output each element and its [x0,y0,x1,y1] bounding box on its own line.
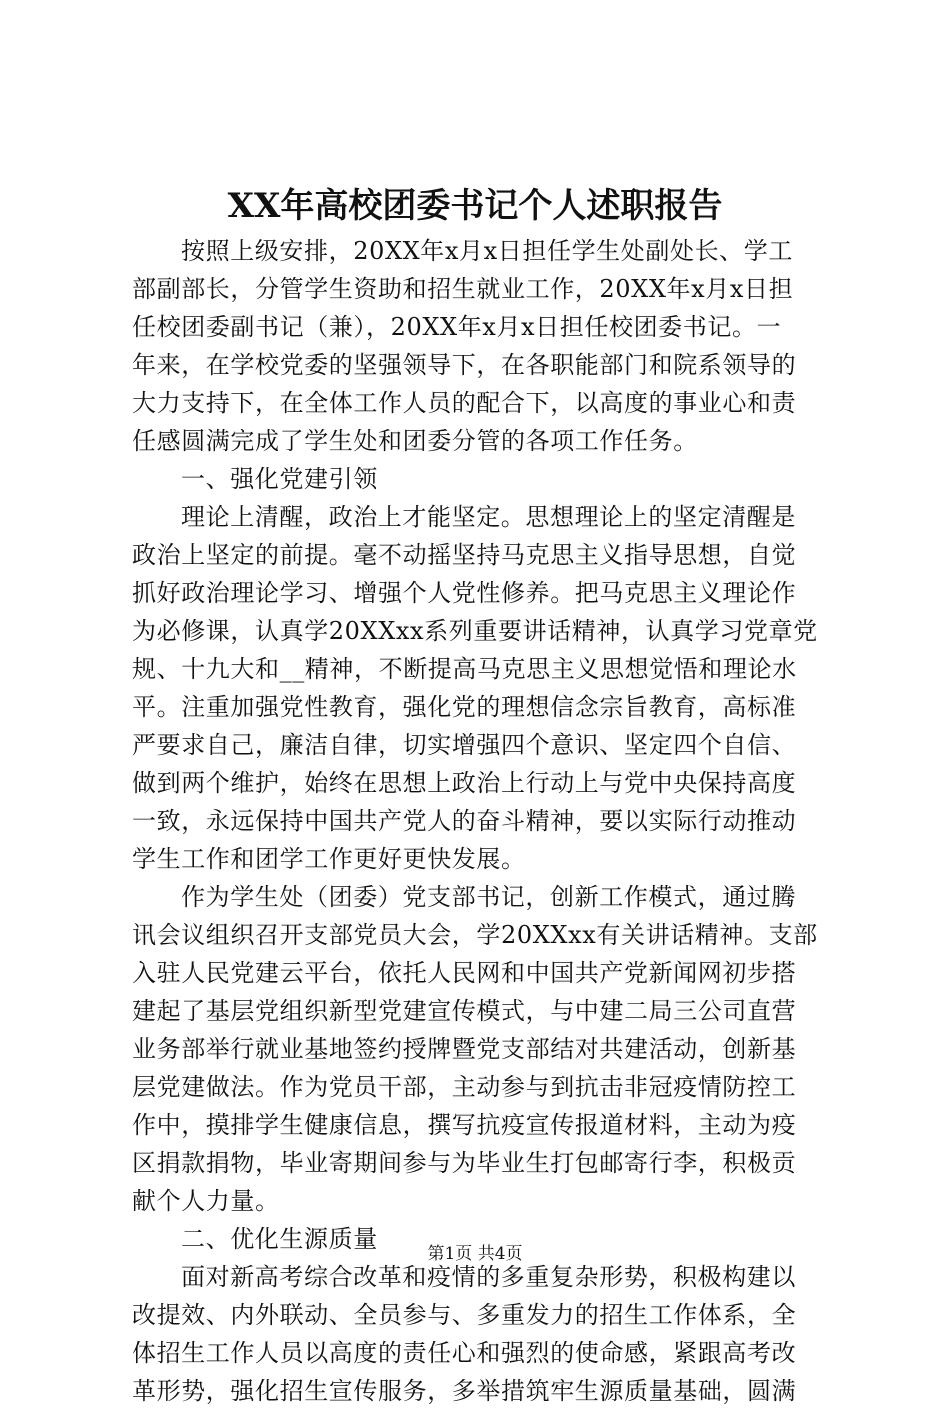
paragraph-line: 做到两个维护，始终在思想上政治上行动上与党中央保持高度 [132,769,797,797]
paragraph-line: 部副部长，分管学生资助和招生就业工作，20XX年x月x日担 [132,275,794,303]
paragraph-line: 大力支持下，在全体工作人员的配合下，以高度的事业心和责 [132,389,797,417]
section-heading: 二、优化生源质量 [181,1225,378,1253]
paragraph-line: 规、十九大和__精神，不断提高马克思主义思想觉悟和理论水 [132,655,797,683]
paragraph-line: 按照上级安排，20XX年x月x日担任学生处副处长、学工 [181,237,793,265]
document-body [132,232,832,1410]
paragraph-line: 建起了基层党组织新型党建宣传模式，与中建二局三公司直营 [132,997,797,1025]
paragraph-line: 业务部举行就业基地签约授牌暨党支部结对共建活动，创新基 [132,1035,797,1063]
paragraph-line: 革形势，强化招生宣传服务，多举措筑牢生源质量基础，圆满 [132,1377,797,1405]
paragraph-line: 平。注重加强党性教育，强化党的理想信念宗旨教育，高标准 [132,693,797,721]
paragraph-line: 作中，摸排学生健康信息，撰写抗疫宣传报道材料，主动为疫 [132,1111,797,1139]
paragraph-line: 入驻人民党建云平台，依托人民网和中国共产党新闻网初步搭 [132,959,797,987]
paragraph-line: 任校团委副书记（兼），20XX年x月x日担任校团委书记。一 [132,313,782,341]
paragraph-line: 改提效、内外联动、全员参与、多重发力的招生工作体系，全 [132,1301,797,1329]
paragraph-line: 讯会议组织召开支部党员大会，学20XXxx有关讲话精神。支部 [132,921,818,949]
paragraph-line: 一致，永远保持中国共产党人的奋斗精神，要以实际行动推动 [132,807,797,835]
paragraph-line: 献个人力量。 [132,1187,280,1215]
paragraph-line: 学生工作和团学工作更好更快发展。 [132,845,526,873]
paragraph-line: 任感圆满完成了学生处和团委分管的各项工作任务。 [132,427,698,455]
paragraph-line: 作为学生处（团委）党支部书记，创新工作模式，通过腾 [181,883,796,911]
paragraph-line: 理论上清醒，政治上才能坚定。思想理论上的坚定清醒是 [181,503,796,531]
paragraph-line: 严要求自己，廉洁自律，切实增强四个意识、坚定四个自信、 [132,731,797,759]
paragraph-line: 区捐款捐物，毕业寄期间参与为毕业生打包邮寄行李，积极贡 [132,1149,797,1177]
paragraph-line: 年来，在学校党委的坚强领导下，在各职能部门和院系领导的 [132,351,797,379]
paragraph-line: 面对新高考综合改革和疫情的多重复杂形势，积极构建以 [181,1263,796,1291]
page-footer: 第1页 共4页 [427,1244,523,1264]
document-title: XX年高校团委书记个人述职报告 [227,186,723,226]
section-heading: 一、强化党建引领 [181,465,378,493]
paragraph-line: 抓好政治理论学习、增强个人党性修养。把马克思主义理论作 [132,579,797,607]
paragraph-line: 政治上坚定的前提。毫不动摇坚持马克思主义指导思想，自觉 [132,541,797,569]
paragraph-line: 体招生工作人员以高度的责任心和强烈的使命感，紧跟高考改 [132,1339,797,1367]
paragraph-line: 层党建做法。作为党员干部，主动参与到抗击非冠疫情防控工 [132,1073,797,1101]
paragraph-line: 为必修课，认真学20XXxx系列重要讲话精神，认真学习党章党 [132,617,818,645]
